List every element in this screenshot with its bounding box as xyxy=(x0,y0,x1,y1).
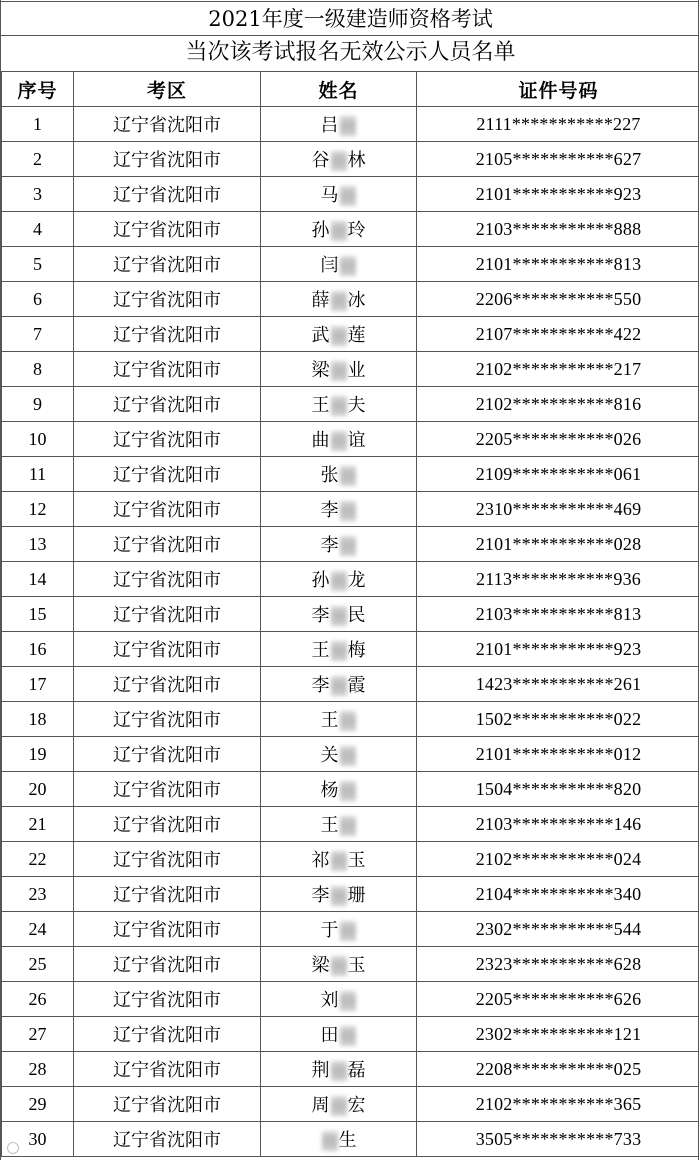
id-number-cell: 2103***********888 xyxy=(417,212,699,247)
exam-area-cell: 辽宁省沈阳市 xyxy=(74,247,261,282)
serial-number-cell: 26 xyxy=(2,982,74,1017)
name-visible-last: 夫 xyxy=(347,395,366,416)
id-number-cell: 2205***********026 xyxy=(417,422,699,457)
name-visible-last: 谊 xyxy=(347,430,366,451)
name-blur-mask xyxy=(340,536,356,556)
table-row xyxy=(2,142,699,177)
name-cell xyxy=(261,352,417,387)
name-visible-first: 曲 xyxy=(311,430,330,451)
id-number-cell: 2103***********146 xyxy=(417,807,699,842)
name-cell xyxy=(261,247,417,282)
serial-number-cell: 16 xyxy=(2,632,74,667)
id-number-cell: 2104***********340 xyxy=(417,877,699,912)
masked-name xyxy=(312,321,366,347)
document-subtitle: 当次该考试报名无效公示人员名单 xyxy=(1,35,699,71)
name-blur-mask xyxy=(340,1026,356,1046)
id-number-cell: 2206***********550 xyxy=(417,282,699,317)
name-visible-first: 谷 xyxy=(311,150,330,171)
table-row xyxy=(2,107,699,142)
table-header-row xyxy=(2,72,699,107)
name-visible-last: 珊 xyxy=(347,885,366,906)
serial-number-cell: 30 xyxy=(2,1122,74,1157)
serial-number-cell: 22 xyxy=(2,842,74,877)
name-visible-last: 霞 xyxy=(347,675,366,696)
masked-name xyxy=(312,146,366,172)
exam-area-cell: 辽宁省沈阳市 xyxy=(74,527,261,562)
table-body xyxy=(2,107,699,1157)
name-visible-last: 龙 xyxy=(347,570,366,591)
name-visible-first: 王 xyxy=(311,395,330,416)
name-cell xyxy=(261,772,417,807)
masked-name xyxy=(321,111,357,137)
exam-area-cell: 辽宁省沈阳市 xyxy=(74,352,261,387)
masked-name xyxy=(312,1056,366,1082)
name-cell xyxy=(261,457,417,492)
table-row xyxy=(2,667,699,702)
exam-area-cell: 辽宁省沈阳市 xyxy=(74,597,261,632)
table-row xyxy=(2,807,699,842)
name-blur-mask xyxy=(331,1096,347,1116)
serial-number-cell: 20 xyxy=(2,772,74,807)
serial-number-cell: 23 xyxy=(2,877,74,912)
name-visible-last: 林 xyxy=(347,150,366,171)
id-number-cell: 3505***********733 xyxy=(417,1122,699,1157)
name-cell xyxy=(261,667,417,702)
name-cell xyxy=(261,702,417,737)
id-number-cell: 2101***********813 xyxy=(417,247,699,282)
masked-name xyxy=(312,566,366,592)
table-row xyxy=(2,1087,699,1122)
name-blur-mask xyxy=(331,851,347,871)
name-visible-first: 闫 xyxy=(320,255,339,276)
name-cell xyxy=(261,142,417,177)
name-blur-mask xyxy=(331,396,347,416)
serial-number-cell: 7 xyxy=(2,317,74,352)
serial-number-cell: 10 xyxy=(2,422,74,457)
name-visible-last: 梅 xyxy=(347,640,366,661)
serial-number-cell: 5 xyxy=(2,247,74,282)
exam-area-cell: 辽宁省沈阳市 xyxy=(74,387,261,422)
name-visible-first: 李 xyxy=(311,885,330,906)
id-number-cell: 2302***********121 xyxy=(417,1017,699,1052)
name-visible-first: 王 xyxy=(320,710,339,731)
name-cell xyxy=(261,317,417,352)
masked-name xyxy=(321,251,357,277)
exam-area-cell: 辽宁省沈阳市 xyxy=(74,1017,261,1052)
exam-area-cell: 辽宁省沈阳市 xyxy=(74,1052,261,1087)
name-cell xyxy=(261,1087,417,1122)
name-blur-mask xyxy=(322,1131,338,1151)
masked-name xyxy=(312,636,366,662)
name-blur-mask xyxy=(331,606,347,626)
exam-area-cell: 辽宁省沈阳市 xyxy=(74,842,261,877)
name-cell xyxy=(261,912,417,947)
id-number-cell: 2111***********227 xyxy=(417,107,699,142)
name-visible-first: 杨 xyxy=(320,780,339,801)
exam-area-cell: 辽宁省沈阳市 xyxy=(74,877,261,912)
masked-name xyxy=(321,461,357,487)
table-row xyxy=(2,737,699,772)
exam-area-cell: 辽宁省沈阳市 xyxy=(74,772,261,807)
name-visible-last: 冰 xyxy=(347,290,366,311)
exam-area-cell: 辽宁省沈阳市 xyxy=(74,1087,261,1122)
exam-area-cell: 辽宁省沈阳市 xyxy=(74,737,261,772)
id-number-cell: 2109***********061 xyxy=(417,457,699,492)
name-visible-first: 薛 xyxy=(311,290,330,311)
name-visible-first: 梁 xyxy=(311,360,330,381)
serial-number-cell: 29 xyxy=(2,1087,74,1122)
id-number-cell: 2105***********627 xyxy=(417,142,699,177)
serial-number-cell: 21 xyxy=(2,807,74,842)
name-visible-last: 业 xyxy=(347,360,366,381)
id-number-cell: 2205***********626 xyxy=(417,982,699,1017)
name-blur-mask xyxy=(331,676,347,696)
table-row xyxy=(2,632,699,667)
table-row xyxy=(2,982,699,1017)
masked-name xyxy=(312,951,366,977)
serial-number-cell: 18 xyxy=(2,702,74,737)
table-row xyxy=(2,177,699,212)
id-number-cell: 1504***********820 xyxy=(417,772,699,807)
serial-number-cell: 9 xyxy=(2,387,74,422)
serial-number-cell: 11 xyxy=(2,457,74,492)
serial-number-cell: 8 xyxy=(2,352,74,387)
name-blur-mask xyxy=(331,221,347,241)
id-number-cell: 2113***********936 xyxy=(417,562,699,597)
name-blur-mask xyxy=(331,361,347,381)
name-cell xyxy=(261,597,417,632)
serial-number-cell: 27 xyxy=(2,1017,74,1052)
name-visible-first: 李 xyxy=(320,535,339,556)
name-visible-first: 祁 xyxy=(311,850,330,871)
name-cell xyxy=(261,982,417,1017)
name-cell xyxy=(261,632,417,667)
exam-area-cell: 辽宁省沈阳市 xyxy=(74,212,261,247)
exam-area-cell: 辽宁省沈阳市 xyxy=(74,947,261,982)
table-row xyxy=(2,772,699,807)
exam-area-cell: 辽宁省沈阳市 xyxy=(74,807,261,842)
serial-number-cell: 14 xyxy=(2,562,74,597)
id-number-cell: 2323***********628 xyxy=(417,947,699,982)
id-number-cell: 1423***********261 xyxy=(417,667,699,702)
id-number-cell: 2101***********012 xyxy=(417,737,699,772)
name-visible-first: 李 xyxy=(311,605,330,626)
masked-name xyxy=(312,391,366,417)
header-serial-number: 序号 xyxy=(2,72,74,107)
serial-number-cell: 24 xyxy=(2,912,74,947)
id-number-cell: 2102***********365 xyxy=(417,1087,699,1122)
name-blur-mask xyxy=(340,816,356,836)
name-visible-last: 莲 xyxy=(347,325,366,346)
watermark-logo-icon xyxy=(7,1142,19,1154)
masked-name xyxy=(321,706,357,732)
id-number-cell: 2101***********923 xyxy=(417,632,699,667)
masked-name xyxy=(321,776,357,802)
name-blur-mask xyxy=(340,186,356,206)
name-blur-mask xyxy=(340,501,356,521)
name-visible-first: 于 xyxy=(320,920,339,941)
name-cell xyxy=(261,562,417,597)
id-number-cell: 2101***********923 xyxy=(417,177,699,212)
name-visible-first: 张 xyxy=(320,465,339,486)
serial-number-cell: 12 xyxy=(2,492,74,527)
name-visible-first: 武 xyxy=(311,325,330,346)
name-cell xyxy=(261,492,417,527)
invalid-registration-table xyxy=(1,71,699,1157)
name-blur-mask xyxy=(340,746,356,766)
name-visible-last: 民 xyxy=(347,605,366,626)
masked-name xyxy=(312,356,366,382)
serial-number-cell: 25 xyxy=(2,947,74,982)
serial-number-cell: 15 xyxy=(2,597,74,632)
watermark xyxy=(7,1140,22,1154)
serial-number-cell: 19 xyxy=(2,737,74,772)
serial-number-cell: 6 xyxy=(2,282,74,317)
masked-name xyxy=(321,531,357,557)
name-visible-last: 生 xyxy=(338,1130,357,1151)
name-blur-mask xyxy=(331,956,347,976)
name-cell xyxy=(261,842,417,877)
exam-area-cell: 辽宁省沈阳市 xyxy=(74,422,261,457)
name-visible-first: 吕 xyxy=(320,115,339,136)
name-blur-mask xyxy=(331,151,347,171)
name-visible-first: 李 xyxy=(320,500,339,521)
name-visible-last: 玉 xyxy=(347,850,366,871)
table-row xyxy=(2,1017,699,1052)
name-blur-mask xyxy=(340,921,356,941)
serial-number-cell: 28 xyxy=(2,1052,74,1087)
name-visible-last: 宏 xyxy=(347,1095,366,1116)
name-cell xyxy=(261,1122,417,1157)
name-visible-first: 王 xyxy=(311,640,330,661)
name-visible-first: 荆 xyxy=(311,1060,330,1081)
id-number-cell: 2208***********025 xyxy=(417,1052,699,1087)
table-row xyxy=(2,947,699,982)
masked-name xyxy=(312,881,366,907)
name-blur-mask xyxy=(331,886,347,906)
name-blur-mask xyxy=(331,1061,347,1081)
table-row xyxy=(2,352,699,387)
table-row xyxy=(2,317,699,352)
header-id-number: 证件号码 xyxy=(417,72,699,107)
name-visible-last: 磊 xyxy=(347,1060,366,1081)
name-visible-first: 王 xyxy=(320,815,339,836)
name-cell xyxy=(261,107,417,142)
name-cell xyxy=(261,947,417,982)
exam-area-cell: 辽宁省沈阳市 xyxy=(74,492,261,527)
name-cell xyxy=(261,422,417,457)
name-cell xyxy=(261,527,417,562)
serial-number-cell: 4 xyxy=(2,212,74,247)
masked-name xyxy=(321,1021,357,1047)
masked-name xyxy=(321,496,357,522)
name-visible-first: 关 xyxy=(320,745,339,766)
masked-name xyxy=(312,426,366,452)
table-row xyxy=(2,422,699,457)
name-visible-first: 田 xyxy=(320,1025,339,1046)
name-blur-mask xyxy=(340,256,356,276)
id-number-cell: 2310***********469 xyxy=(417,492,699,527)
header-exam-area: 考区 xyxy=(74,72,261,107)
table-row xyxy=(2,457,699,492)
name-blur-mask xyxy=(331,291,347,311)
masked-name xyxy=(321,986,357,1012)
name-blur-mask xyxy=(340,781,356,801)
table-row xyxy=(2,597,699,632)
table-row xyxy=(2,212,699,247)
masked-name xyxy=(312,216,366,242)
name-cell xyxy=(261,212,417,247)
id-number-cell: 2302***********544 xyxy=(417,912,699,947)
id-number-cell: 2102***********217 xyxy=(417,352,699,387)
serial-number-cell: 3 xyxy=(2,177,74,212)
name-blur-mask xyxy=(340,991,356,1011)
masked-name xyxy=(321,811,357,837)
masked-name xyxy=(312,846,366,872)
name-cell xyxy=(261,282,417,317)
table-row xyxy=(2,842,699,877)
table-row xyxy=(2,702,699,737)
masked-name xyxy=(321,741,357,767)
name-cell xyxy=(261,737,417,772)
exam-area-cell: 辽宁省沈阳市 xyxy=(74,982,261,1017)
name-blur-mask xyxy=(331,431,347,451)
exam-area-cell: 辽宁省沈阳市 xyxy=(74,457,261,492)
exam-area-cell: 辽宁省沈阳市 xyxy=(74,632,261,667)
name-visible-last: 玲 xyxy=(347,220,366,241)
masked-name xyxy=(312,601,366,627)
name-visible-first: 马 xyxy=(320,185,339,206)
name-visible-first: 刘 xyxy=(320,990,339,1011)
exam-area-cell: 辽宁省沈阳市 xyxy=(74,177,261,212)
name-visible-first: 李 xyxy=(311,675,330,696)
masked-name xyxy=(321,181,357,207)
serial-number-cell: 13 xyxy=(2,527,74,562)
name-cell xyxy=(261,387,417,422)
name-cell xyxy=(261,177,417,212)
table-row xyxy=(2,282,699,317)
name-cell xyxy=(261,1017,417,1052)
name-cell xyxy=(261,807,417,842)
id-number-cell: 2101***********028 xyxy=(417,527,699,562)
exam-area-cell: 辽宁省沈阳市 xyxy=(74,142,261,177)
masked-name xyxy=(312,671,366,697)
name-blur-mask xyxy=(331,641,347,661)
masked-name xyxy=(312,1091,366,1117)
exam-area-cell: 辽宁省沈阳市 xyxy=(74,1122,261,1157)
table-row xyxy=(2,1052,699,1087)
exam-area-cell: 辽宁省沈阳市 xyxy=(74,282,261,317)
id-number-cell: 2102***********024 xyxy=(417,842,699,877)
serial-number-cell: 1 xyxy=(2,107,74,142)
name-visible-first: 孙 xyxy=(311,570,330,591)
id-number-cell: 2107***********422 xyxy=(417,317,699,352)
name-visible-first: 周 xyxy=(311,1095,330,1116)
table-row xyxy=(2,387,699,422)
name-blur-mask xyxy=(340,466,356,486)
table-row xyxy=(2,562,699,597)
document-title: 2021年度一级建造师资格考试 xyxy=(1,1,699,36)
table-row xyxy=(2,247,699,282)
name-blur-mask xyxy=(331,571,347,591)
name-visible-first: 孙 xyxy=(311,220,330,241)
masked-name xyxy=(321,1126,357,1152)
id-number-cell: 1502***********022 xyxy=(417,702,699,737)
exam-area-cell: 辽宁省沈阳市 xyxy=(74,562,261,597)
name-visible-last: 玉 xyxy=(347,955,366,976)
exam-area-cell: 辽宁省沈阳市 xyxy=(74,107,261,142)
table-row xyxy=(2,492,699,527)
exam-area-cell: 辽宁省沈阳市 xyxy=(74,317,261,352)
name-blur-mask xyxy=(340,116,356,136)
name-blur-mask xyxy=(340,711,356,731)
table-row xyxy=(2,527,699,562)
masked-name xyxy=(321,916,357,942)
exam-area-cell: 辽宁省沈阳市 xyxy=(74,702,261,737)
header-name: 姓名 xyxy=(261,72,417,107)
id-number-cell: 2102***********816 xyxy=(417,387,699,422)
serial-number-cell: 2 xyxy=(2,142,74,177)
name-cell xyxy=(261,877,417,912)
id-number-cell: 2103***********813 xyxy=(417,597,699,632)
exam-area-cell: 辽宁省沈阳市 xyxy=(74,667,261,702)
name-blur-mask xyxy=(331,326,347,346)
serial-number-cell: 17 xyxy=(2,667,74,702)
table-row xyxy=(2,1122,699,1157)
name-cell xyxy=(261,1052,417,1087)
table-row xyxy=(2,877,699,912)
exam-area-cell: 辽宁省沈阳市 xyxy=(74,912,261,947)
table-row xyxy=(2,912,699,947)
masked-name xyxy=(312,286,366,312)
name-visible-first: 梁 xyxy=(311,955,330,976)
